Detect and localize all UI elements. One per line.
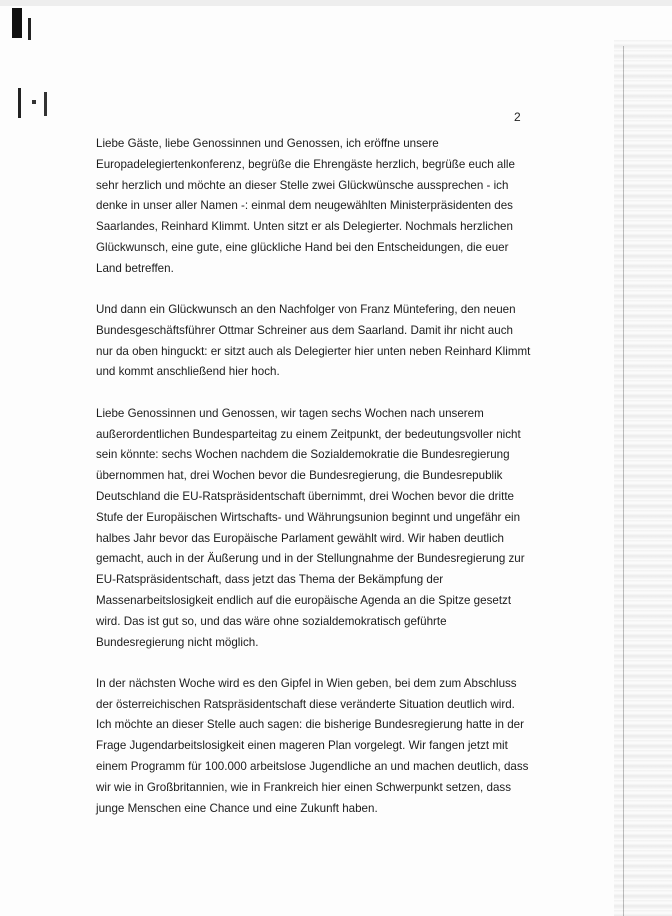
text-line: und kommt anschließend hier hoch.: [96, 365, 280, 379]
text-line: Europadelegiertenkonferenz, begrüße die Ehrengäste herzlich, begrüße euch alle: [96, 157, 515, 171]
text-line: sehr herzlich und möchte an dieser Stelle zwei Glückwünsche aussprechen - ich: [96, 178, 509, 192]
text-line: Bundesgeschäftsführer Ottmar Schreiner aus dem Saarland. Damit ihr nicht auch: [96, 323, 513, 337]
text-line: Liebe Gäste, liebe Genossinnen und Genossen, ich eröffne unsere: [96, 137, 439, 150]
text-line: gemacht, auch in der Äußerung und in der Stellungnahme der Bundesregierung zur: [96, 552, 525, 566]
text-line: Frage Jugendarbeitslosigkeit einen mageren Plan vorgelegt. Wir fangen jetzt mit: [96, 739, 508, 753]
text-line: Und dann ein Glückwunsch an den Nachfolger von Franz Müntefering, den neuen: [96, 303, 516, 317]
text-line: sein könnte: sechs Wochen nachdem die Sozialdemokratie die Bundesregierung: [96, 448, 510, 462]
scan-artifact-dot: [32, 100, 36, 104]
text-line: Stufe der Europäischen Wirtschafts- und Währungsunion beginnt und ungefähr ein: [96, 510, 521, 524]
scan-artifact-mark: [12, 8, 22, 38]
text-line: wird. Das ist gut so, und das wäre ohne sozialdemokratisch geführte: [96, 614, 447, 628]
text-line: junge Menschen eine Chance und eine Zukunft haben.: [96, 801, 378, 815]
text-line: einem Programm für 100.000 arbeitslose Jugendliche an und machen deutlich, dass: [96, 760, 529, 774]
paragraph: [96, 674, 536, 820]
text-line: außerordentlichen Bundesparteitag zu einem Zeitpunkt, der bedeutungsvoller nicht: [96, 427, 521, 441]
text-line: Land betreffen.: [96, 261, 174, 275]
paragraph: [96, 404, 536, 654]
text-line: Liebe Genossinnen und Genossen, wir tagen sechs Wochen nach unserem: [96, 406, 484, 420]
scan-artifact-mark: [28, 18, 31, 40]
text-line: EU-Ratspräsidentschaft, dass jetzt das Thema der Bekämpfung der: [96, 573, 444, 587]
text-line: Deutschland die EU-Ratspräsidentschaft übernimmt, drei Wochen bevor die dritte: [96, 489, 515, 503]
text-line: In der nächsten Woche wird es den Gipfel in Wien geben, bei dem zum Abschluss: [96, 676, 517, 690]
paragraph: [96, 134, 536, 280]
text-line: nur da oben hinguckt: er sitzt auch als Delegierter hier unten neben Reinhard Klimmt: [96, 344, 531, 358]
text-line: Massenarbeitslosigkeit endlich auf die europäische Agenda an die Spitze gesetzt: [96, 593, 512, 607]
scan-artifact-mark: [44, 92, 47, 116]
scan-edge-top: [0, 0, 672, 6]
text-line: Ich möchte an dieser Stelle auch sagen: die bisherige Bundesregierung hatte in der: [96, 718, 524, 732]
body-text: [96, 134, 536, 840]
text-line: Bundesregierung nicht möglich.: [96, 635, 259, 649]
paragraph: [96, 300, 536, 383]
text-line: wir wie in Großbritannien, wie in Frankreich hier einen Schwerpunkt setzen, dass: [96, 780, 511, 794]
text-line: Glückwunsch, eine gute, eine glückliche Hand bei den Entscheidungen, die euer: [96, 240, 509, 254]
text-line: denke in unser aller Namen -: einmal dem neugewählten Ministerpräsidenten des: [96, 199, 513, 213]
text-line: der österreichischen Ratspräsidentschaft diese veränderte Situation deutlich wird.: [96, 697, 515, 711]
text-line: halbes Jahr bevor das Europäische Parlament gewählt wird. Wir haben deutlich: [96, 531, 504, 545]
page-number: 2: [514, 110, 521, 124]
scan-edge-line: [623, 46, 624, 916]
text-line: Saarlandes, Reinhard Klimmt. Unten sitzt er als Delegierter. Nochmals herzlichen: [96, 220, 513, 234]
text-line: übernommen hat, drei Wochen bevor die Bundesregierung, die Bundesrepublik: [96, 469, 503, 483]
scan-artifact-mark: [18, 88, 21, 118]
